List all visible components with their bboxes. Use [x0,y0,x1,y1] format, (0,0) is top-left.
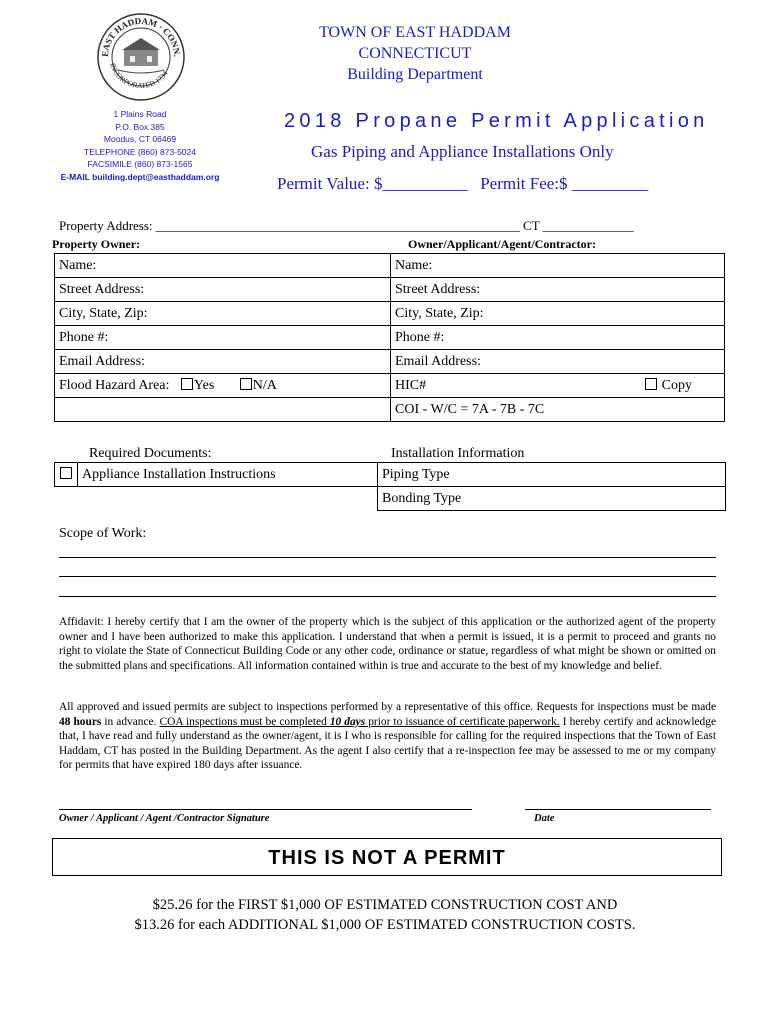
not-a-permit-banner: THIS IS NOT A PERMIT [52,838,722,876]
bonding-type-field[interactable]: Bonding Type [378,487,726,511]
appliance-instructions-label: Appliance Installation Instructions [78,463,378,487]
agent-phone-field[interactable]: Phone #: [391,326,725,350]
permit-fee-field[interactable]: Permit Fee:$ _________ [480,174,649,193]
application-subtitle: Gas Piping and Appliance Installations Only [311,142,614,161]
date-line[interactable] [525,809,711,810]
owner-city-field[interactable]: City, State, Zip: [55,302,391,326]
flood-na-label: N/A [252,377,277,393]
owner-email-field[interactable]: Email Address: [55,350,391,374]
inspection-text: All approved and issued permits are subject to inspections performed by a representative of this office. Requests for inspections must be made 48 hours in advance. COA inspections must be completed 10 days prior to issuance of certificate paperwork. I hereby certify and acknowledge that, I have read and fully understand as the owner/agent, it is I who is responsible for calling for the required inspections that the Town of East Haddam, CT has posted in the Building Department. As the agent I also certify that a re-inspection fee may be assessed to me or my company for permits that have expired 180 days after issuance. [59,701,717,771]
contact-line: TELEPHONE (860) 873-5024 [84,146,196,157]
hours-emphasis: 48 hours [59,715,102,728]
flood-hazard-row [55,374,391,398]
piping-type-field[interactable]: Piping Type [378,463,726,487]
required-documents-label: Required Documents: [89,446,212,461]
copy-checkbox[interactable] [645,378,657,390]
permit-value-field[interactable]: Permit Value: $__________ [277,174,468,193]
installation-info-label: Installation Information [391,446,525,461]
contact-line: Moodus, CT 06469 [103,134,177,144]
blank-cell [55,398,391,422]
owner-name-field[interactable]: Name: [55,254,391,278]
agent-street-field[interactable]: Street Address: [391,278,725,302]
scope-of-work-label: Scope of Work: [59,526,147,541]
scope-line-2[interactable] [59,576,716,577]
contact-email: E-MAIL building.dept@easthaddam.org [60,171,220,182]
copy-label: Copy [661,377,692,393]
coa-notice: COA inspections must be completed 10 days prior to issuance of certificate paperwork. [159,715,560,728]
fee-line-additional: $13.26 for each ADDITIONAL $1,000 OF ESTIMATED CONSTRUCTION COSTS. [134,917,636,933]
flood-hazard-label: Flood Hazard Area: [59,377,170,393]
town-name: TOWN OF EAST HADDAM [319,24,511,41]
scope-line-1[interactable] [59,557,716,558]
hic-row [391,374,725,398]
hic-field[interactable]: HIC# [395,377,427,393]
agent-city-field[interactable]: City, State, Zip: [391,302,725,326]
svg-text:INCORPORATED 1734: INCORPORATED 1734 [108,61,170,91]
owner-street-field[interactable]: Street Address: [55,278,391,302]
application-title: 2018 Propane Permit Application [284,110,709,132]
flood-yes-checkbox[interactable] [181,378,193,390]
state-name: CONNECTICUT [358,45,472,62]
contact-line: 1 Plains Road [113,109,167,119]
appliance-checkbox-cell [55,463,78,487]
contact-block [40,108,240,183]
appliance-checkbox[interactable] [60,467,72,479]
fee-line-first: $25.26 for the FIRST $1,000 OF ESTIMATED CONSTRUCTION COST AND [152,897,618,913]
town-header [280,22,550,85]
signature-line[interactable] [59,809,472,810]
flood-yes-label: Yes [193,377,215,393]
days-emphasis: 10 days [329,715,366,728]
owner-phone-field[interactable]: Phone #: [55,326,391,350]
owner-contact-table [54,253,725,422]
contact-line: FACSIMILE (860) 873-1565 [87,159,193,169]
contact-line: P.O. Box 385 [115,121,165,132]
affidavit-text: Affidavit: I hereby certify that I am the owner of the property which is the subject of this application or the authorized agent of the property owner and I have been authorized to make this application. I understand that when a permit is issued, it is a permit to proceed and grants no right to violate the State of Connecticut Building Code or any other code, ordinance or statue, regardless of what might be shown or omitted on the submitted plans and specifications. All information contained within is true and accurate to the best of my knowledge and belief. [59,616,716,672]
signature-label: Owner / Applicant / Agent /Contractor Signature [59,813,270,824]
fee-schedule [60,895,710,935]
documents-table [54,462,726,511]
town-seal-logo [96,12,186,102]
property-owner-label: Property Owner: [52,237,141,251]
agent-label: Owner/Applicant/Agent/Contractor: [408,237,596,251]
date-label: Date [534,813,555,824]
property-address-field[interactable]: Property Address: ________________________________________________________ CT ______________ [59,218,634,233]
agent-email-field[interactable]: Email Address: [391,350,725,374]
coi-field[interactable]: COI - W/C = 7A - 7B - 7C [391,398,725,422]
permit-value-fee [277,174,648,194]
svg-text:EAST HADDAM · CONN.: EAST HADDAM · CONN. [99,15,183,58]
agent-name-field[interactable]: Name: [391,254,725,278]
flood-na-checkbox[interactable] [240,378,252,390]
scope-line-3[interactable] [59,596,716,597]
department-name: Building Department [347,66,483,83]
